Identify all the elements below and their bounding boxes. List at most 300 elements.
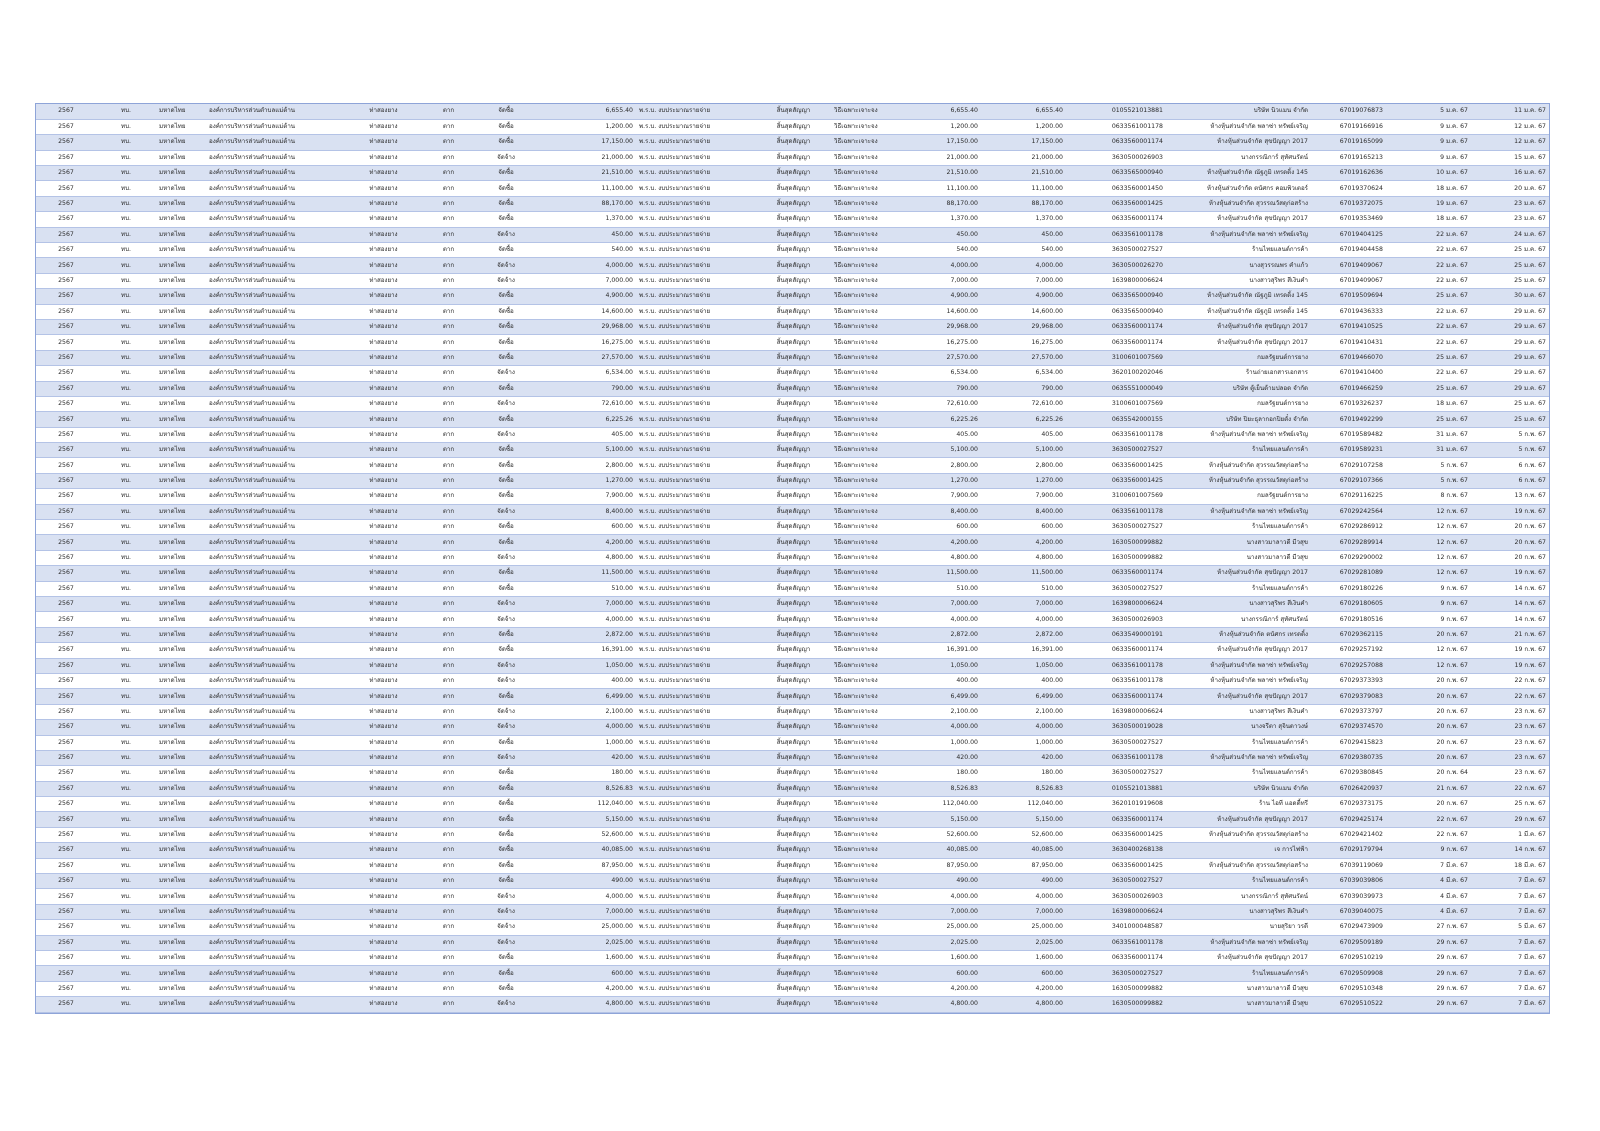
fiscal-year-cell: 2567 (36, 935, 96, 950)
district-cell: ท่าสองยาง (346, 489, 421, 504)
procurement-type-cell: จัดซื้อ (476, 627, 536, 642)
vendor-name-cell: ห้างหุ้นส่วนจำกัด สุขปัญญา 2017 (1166, 319, 1311, 334)
vendor-tax-id-cell: 0633560001425 (1066, 827, 1166, 842)
province-cell: ตาก (421, 874, 476, 889)
median-price-cell: 4,200.00 (906, 535, 981, 550)
fiscal-year-cell: 2567 (36, 689, 96, 704)
procurement-method-cell: วิธีเฉพาะเจาะจง (831, 350, 906, 365)
province-cell: ตาก (421, 366, 476, 381)
district-cell: ท่าสองยาง (346, 566, 421, 581)
ministry-cell: มหาดไทย (156, 489, 206, 504)
procurement-type-cell: จัดซื้อ (476, 412, 536, 427)
province-cell: ตาก (421, 166, 476, 181)
contract-date-cell: 25 ม.ค. 67 (1386, 381, 1471, 396)
data-grid (36, 104, 1549, 1013)
contract-price-cell: 7,000.00 (981, 597, 1066, 612)
budget-amount-cell: 180.00 (536, 766, 636, 781)
agency-abbr-cell: ทบ. (96, 966, 156, 981)
agency-abbr-cell: ทบ. (96, 874, 156, 889)
contract-price-cell: 1,270.00 (981, 473, 1066, 488)
vendor-name-cell: ห้างหุ้นส่วนจำกัด ตนัศกร เทรดดิ้ง (1166, 627, 1311, 642)
agency-abbr-cell: ทบ. (96, 243, 156, 258)
budget-amount-cell: 4,900.00 (536, 289, 636, 304)
fiscal-year-cell: 2567 (36, 289, 96, 304)
contract-price-cell: 21,510.00 (981, 166, 1066, 181)
province-cell: ตาก (421, 273, 476, 288)
organization-cell: องค์การบริหารส่วนตำบลแม่ต้าน (206, 950, 346, 965)
project-number-cell: 67019436333 (1311, 304, 1386, 319)
project-number-cell: 67026420937 (1311, 781, 1386, 796)
procurement-type-cell: จัดซื้อ (476, 381, 536, 396)
vendor-tax-id-cell: 3630500027527 (1066, 243, 1166, 258)
budget-source-cell: พ.ร.บ. งบประมาณรายจ่าย (636, 566, 756, 581)
vendor-name-cell: บริษัท นิวแมน จำกัด (1166, 104, 1311, 119)
vendor-tax-id-cell: 3630500019028 (1066, 720, 1166, 735)
table-row (36, 350, 1549, 365)
contract-status-cell: สิ้นสุดสัญญา (756, 535, 831, 550)
organization-cell: องค์การบริหารส่วนตำบลแม่ต้าน (206, 366, 346, 381)
budget-source-cell: พ.ร.บ. งบประมาณรายจ่าย (636, 750, 756, 765)
procurement-method-cell: วิธีเฉพาะเจาะจง (831, 874, 906, 889)
organization-cell: องค์การบริหารส่วนตำบลแม่ต้าน (206, 781, 346, 796)
district-cell: ท่าสองยาง (346, 673, 421, 688)
contract-date-cell: 10 ม.ค. 67 (1386, 166, 1471, 181)
contract-date-cell: 9 ก.พ. 67 (1386, 612, 1471, 627)
procurement-method-cell: วิธีเฉพาะเจาะจง (831, 443, 906, 458)
vendor-name-cell: กมลรัฐยนต์การยาง (1166, 489, 1311, 504)
fiscal-year-cell: 2567 (36, 612, 96, 627)
project-number-cell: 67029257088 (1311, 658, 1386, 673)
vendor-name-cell: นางสาวมาลาวดี มีวสุข (1166, 550, 1311, 565)
vendor-name-cell: นางกรรณิการ์ สุทัศนรัตน์ (1166, 150, 1311, 165)
district-cell: ท่าสองยาง (346, 550, 421, 565)
budget-source-cell: พ.ร.บ. งบประมาณรายจ่าย (636, 366, 756, 381)
procurement-method-cell: วิธีเฉพาะเจาะจง (831, 827, 906, 842)
procurement-method-cell: วิธีเฉพาะเจาะจง (831, 612, 906, 627)
project-number-cell: 67019166916 (1311, 119, 1386, 134)
contract-date-cell: 9 ม.ค. 67 (1386, 119, 1471, 134)
ministry-cell: มหาดไทย (156, 196, 206, 211)
vendor-name-cell: ห้างหุ้นส่วนจำกัด พลาซ่า ทรัพย์เจริญ (1166, 504, 1311, 519)
median-price-cell: 8,526.83 (906, 781, 981, 796)
project-number-cell: 67029509189 (1311, 935, 1386, 950)
budget-source-cell: พ.ร.บ. งบประมาณรายจ่าย (636, 504, 756, 519)
contract-status-cell: สิ้นสุดสัญญา (756, 750, 831, 765)
agency-abbr-cell: ทบ. (96, 935, 156, 950)
agency-abbr-cell: ทบ. (96, 735, 156, 750)
procurement-method-cell: วิธีเฉพาะเจาะจง (831, 119, 906, 134)
budget-amount-cell: 4,200.00 (536, 535, 636, 550)
organization-cell: องค์การบริหารส่วนตำบลแม่ต้าน (206, 196, 346, 211)
ministry-cell: มหาดไทย (156, 612, 206, 627)
procurement-type-cell: จัดซื้อ (476, 566, 536, 581)
procurement-type-cell: จัดจ้าง (476, 396, 536, 411)
ministry-cell: มหาดไทย (156, 166, 206, 181)
ministry-cell: มหาดไทย (156, 904, 206, 919)
budget-source-cell: พ.ร.บ. งบประมาณรายจ่าย (636, 227, 756, 242)
ministry-cell: มหาดไทย (156, 135, 206, 150)
contract-date-cell: 12 ก.พ. 67 (1386, 566, 1471, 581)
district-cell: ท่าสองยาง (346, 458, 421, 473)
contract-status-cell: สิ้นสุดสัญญา (756, 119, 831, 134)
contract-date-cell: 5 ก.พ. 67 (1386, 473, 1471, 488)
table-row (36, 673, 1549, 688)
province-cell: ตาก (421, 489, 476, 504)
contract-status-cell: สิ้นสุดสัญญา (756, 781, 831, 796)
contract-date-cell: 20 ก.พ. 67 (1386, 797, 1471, 812)
contract-price-cell: 4,000.00 (981, 612, 1066, 627)
agency-abbr-cell: ทบ. (96, 981, 156, 996)
fiscal-year-cell: 2567 (36, 950, 96, 965)
vendor-tax-id-cell: 1630500099882 (1066, 997, 1166, 1012)
fiscal-year-cell: 2567 (36, 581, 96, 596)
vendor-tax-id-cell: 1630500099882 (1066, 550, 1166, 565)
table-row (36, 473, 1549, 488)
table-row (36, 904, 1549, 919)
fiscal-year-cell: 2567 (36, 381, 96, 396)
district-cell: ท่าสองยาง (346, 504, 421, 519)
ministry-cell: มหาดไทย (156, 673, 206, 688)
vendor-name-cell: นางสุวรรณพร คำแก้ว (1166, 258, 1311, 273)
delivery-date-cell: 1 มี.ค. 67 (1471, 827, 1549, 842)
median-price-cell: 2,025.00 (906, 935, 981, 950)
ministry-cell: มหาดไทย (156, 520, 206, 535)
organization-cell: องค์การบริหารส่วนตำบลแม่ต้าน (206, 812, 346, 827)
budget-source-cell: พ.ร.บ. งบประมาณรายจ่าย (636, 612, 756, 627)
procurement-method-cell: วิธีเฉพาะเจาะจง (831, 997, 906, 1012)
median-price-cell: 2,872.00 (906, 627, 981, 642)
budget-source-cell: พ.ร.บ. งบประมาณรายจ่าย (636, 997, 756, 1012)
budget-source-cell: พ.ร.บ. งบประมาณรายจ่าย (636, 581, 756, 596)
province-cell: ตาก (421, 289, 476, 304)
budget-source-cell: พ.ร.บ. งบประมาณรายจ่าย (636, 119, 756, 134)
vendor-name-cell: นายสุริยา วรดี (1166, 920, 1311, 935)
contract-status-cell: สิ้นสุดสัญญา (756, 966, 831, 981)
fiscal-year-cell: 2567 (36, 104, 96, 119)
contract-date-cell: 25 ม.ค. 67 (1386, 289, 1471, 304)
delivery-date-cell: 22 ก.พ. 67 (1471, 689, 1549, 704)
ministry-cell: มหาดไทย (156, 735, 206, 750)
province-cell: ตาก (421, 997, 476, 1012)
contract-price-cell: 1,000.00 (981, 735, 1066, 750)
organization-cell: องค์การบริหารส่วนตำบลแม่ต้าน (206, 597, 346, 612)
table-row (36, 750, 1549, 765)
contract-price-cell: 4,200.00 (981, 981, 1066, 996)
project-number-cell: 67029362115 (1311, 627, 1386, 642)
vendor-tax-id-cell: 0633560001174 (1066, 950, 1166, 965)
budget-amount-cell: 6,655.40 (536, 104, 636, 119)
contract-date-cell: 25 ม.ค. 67 (1386, 350, 1471, 365)
fiscal-year-cell: 2567 (36, 858, 96, 873)
table-row (36, 104, 1549, 119)
fiscal-year-cell: 2567 (36, 704, 96, 719)
vendor-name-cell: นางกรรณิการ์ สุทัศนรัตน์ (1166, 889, 1311, 904)
province-cell: ตาก (421, 443, 476, 458)
fiscal-year-cell: 2567 (36, 874, 96, 889)
procurement-type-cell: จัดซื้อ (476, 489, 536, 504)
table-row (36, 735, 1549, 750)
district-cell: ท่าสองยาง (346, 981, 421, 996)
organization-cell: องค์การบริหารส่วนตำบลแม่ต้าน (206, 304, 346, 319)
budget-source-cell: พ.ร.บ. งบประมาณรายจ่าย (636, 458, 756, 473)
budget-amount-cell: 450.00 (536, 227, 636, 242)
budget-amount-cell: 4,800.00 (536, 997, 636, 1012)
budget-source-cell: พ.ร.บ. งบประมาณรายจ่าย (636, 720, 756, 735)
budget-source-cell: พ.ร.บ. งบประมาณรายจ่าย (636, 812, 756, 827)
province-cell: ตาก (421, 550, 476, 565)
delivery-date-cell: 13 ก.พ. 67 (1471, 489, 1549, 504)
district-cell: ท่าสองยาง (346, 119, 421, 134)
table-row (36, 119, 1549, 134)
contract-date-cell: 22 ก.พ. 67 (1386, 827, 1471, 842)
fiscal-year-cell: 2567 (36, 504, 96, 519)
ministry-cell: มหาดไทย (156, 535, 206, 550)
agency-abbr-cell: ทบ. (96, 827, 156, 842)
delivery-date-cell: 29 ม.ค. 67 (1471, 335, 1549, 350)
project-number-cell: 67029421402 (1311, 827, 1386, 842)
vendor-name-cell: ห้างหุ้นส่วนจำกัด สุวรรณวัสดุก่อสร้าง (1166, 458, 1311, 473)
contract-status-cell: สิ้นสุดสัญญา (756, 904, 831, 919)
median-price-cell: 25,000.00 (906, 920, 981, 935)
vendor-name-cell: บริษัท ตู้เย็นด้ามปลอด จำกัด (1166, 381, 1311, 396)
delivery-date-cell: 23 ก.พ. 67 (1471, 766, 1549, 781)
contract-price-cell: 540.00 (981, 243, 1066, 258)
budget-source-cell: พ.ร.บ. งบประมาณรายจ่าย (636, 689, 756, 704)
table-row (36, 550, 1549, 565)
agency-abbr-cell: ทบ. (96, 227, 156, 242)
project-number-cell: 67029510219 (1311, 950, 1386, 965)
province-cell: ตาก (421, 104, 476, 119)
project-number-cell: 67019589482 (1311, 427, 1386, 442)
fiscal-year-cell: 2567 (36, 258, 96, 273)
vendor-tax-id-cell: 1639800006624 (1066, 704, 1166, 719)
contract-status-cell: สิ้นสุดสัญญา (756, 166, 831, 181)
vendor-name-cell: นางกรรณิการ์ สุทัศนรัตน์ (1166, 612, 1311, 627)
contract-date-cell: 12 ก.พ. 67 (1386, 520, 1471, 535)
project-number-cell: 67029510522 (1311, 997, 1386, 1012)
table-row (36, 950, 1549, 965)
budget-amount-cell: 1,200.00 (536, 119, 636, 134)
contract-date-cell: 22 ม.ค. 67 (1386, 243, 1471, 258)
procurement-method-cell: วิธีเฉพาะเจาะจง (831, 935, 906, 950)
procurement-type-cell: จัดซื้อ (476, 766, 536, 781)
district-cell: ท่าสองยาง (346, 196, 421, 211)
agency-abbr-cell: ทบ. (96, 766, 156, 781)
table-row (36, 843, 1549, 858)
project-number-cell: 67029107258 (1311, 458, 1386, 473)
procurement-type-cell: จัดจ้าง (476, 997, 536, 1012)
procurement-type-cell: จัดจ้าง (476, 273, 536, 288)
procurement-type-cell: จัดซื้อ (476, 950, 536, 965)
project-number-cell: 67029373393 (1311, 673, 1386, 688)
procurement-method-cell: วิธีเฉพาะเจาะจง (831, 319, 906, 334)
budget-amount-cell: 7,000.00 (536, 273, 636, 288)
procurement-method-cell: วิธีเฉพาะเจาะจง (831, 704, 906, 719)
delivery-date-cell: 14 ก.พ. 67 (1471, 843, 1549, 858)
vendor-name-cell: นางสาวสุริพร สีเงินคำ (1166, 597, 1311, 612)
procurement-table (35, 103, 1550, 1014)
procurement-method-cell: วิธีเฉพาะเจาะจง (831, 673, 906, 688)
procurement-method-cell: วิธีเฉพาะเจาะจง (831, 104, 906, 119)
province-cell: ตาก (421, 689, 476, 704)
procurement-type-cell: จัดซื้อ (476, 458, 536, 473)
vendor-tax-id-cell: 3630500027527 (1066, 443, 1166, 458)
organization-cell: องค์การบริหารส่วนตำบลแม่ต้าน (206, 212, 346, 227)
procurement-method-cell: วิธีเฉพาะเจาะจง (831, 227, 906, 242)
province-cell: ตาก (421, 396, 476, 411)
procurement-method-cell: วิธีเฉพาะเจาะจง (831, 212, 906, 227)
fiscal-year-cell: 2567 (36, 627, 96, 642)
agency-abbr-cell: ทบ. (96, 950, 156, 965)
district-cell: ท่าสองยาง (346, 473, 421, 488)
delivery-date-cell: 7 มี.ค. 67 (1471, 889, 1549, 904)
ministry-cell: มหาดไทย (156, 766, 206, 781)
agency-abbr-cell: ทบ. (96, 366, 156, 381)
ministry-cell: มหาดไทย (156, 874, 206, 889)
table-row (36, 935, 1549, 950)
median-price-cell: 6,225.26 (906, 412, 981, 427)
province-cell: ตาก (421, 520, 476, 535)
district-cell: ท่าสองยาง (346, 212, 421, 227)
vendor-name-cell: ห้างหุ้นส่วนจำกัด สุขปัญญา 2017 (1166, 135, 1311, 150)
province-cell: ตาก (421, 258, 476, 273)
organization-cell: องค์การบริหารส่วนตำบลแม่ต้าน (206, 889, 346, 904)
procurement-method-cell: วิธีเฉพาะเจาะจง (831, 381, 906, 396)
vendor-name-cell: บริษัท ปิยะธุลากอกปิยตั๋ง จำกัด (1166, 412, 1311, 427)
budget-amount-cell: 87,950.00 (536, 858, 636, 873)
contract-price-cell: 17,150.00 (981, 135, 1066, 150)
province-cell: ตาก (421, 720, 476, 735)
fiscal-year-cell: 2567 (36, 119, 96, 134)
agency-abbr-cell: ทบ. (96, 997, 156, 1012)
procurement-method-cell: วิธีเฉพาะเจาะจง (831, 181, 906, 196)
district-cell: ท่าสองยาง (346, 443, 421, 458)
table-row (36, 396, 1549, 411)
vendor-name-cell: ห้างหุ้นส่วนจำกัด สุขปัญญา 2017 (1166, 335, 1311, 350)
project-number-cell: 67019410525 (1311, 319, 1386, 334)
vendor-tax-id-cell: 3620100202046 (1066, 366, 1166, 381)
vendor-name-cell: นางสาวสุริพร สีเงินคำ (1166, 273, 1311, 288)
table-row (36, 458, 1549, 473)
province-cell: ตาก (421, 843, 476, 858)
median-price-cell: 11,100.00 (906, 181, 981, 196)
ministry-cell: มหาดไทย (156, 304, 206, 319)
budget-source-cell: พ.ร.บ. งบประมาณรายจ่าย (636, 166, 756, 181)
contract-price-cell: 4,200.00 (981, 535, 1066, 550)
vendor-name-cell: ร้าน ไอที แอดดี้ทรี (1166, 797, 1311, 812)
contract-date-cell: 18 ม.ค. 67 (1386, 396, 1471, 411)
project-number-cell: 67019404458 (1311, 243, 1386, 258)
ministry-cell: มหาดไทย (156, 443, 206, 458)
contract-status-cell: สิ้นสุดสัญญา (756, 135, 831, 150)
contract-date-cell: 18 ม.ค. 67 (1386, 181, 1471, 196)
budget-source-cell: พ.ร.บ. งบประมาณรายจ่าย (636, 673, 756, 688)
contract-price-cell: 7,000.00 (981, 904, 1066, 919)
delivery-date-cell: 22 ก.พ. 67 (1471, 781, 1549, 796)
organization-cell: องค์การบริหารส่วนตำบลแม่ต้าน (206, 227, 346, 242)
procurement-type-cell: จัดซื้อ (476, 350, 536, 365)
organization-cell: องค์การบริหารส่วนตำบลแม่ต้าน (206, 135, 346, 150)
median-price-cell: 1,270.00 (906, 473, 981, 488)
contract-price-cell: 600.00 (981, 520, 1066, 535)
district-cell: ท่าสองยาง (346, 966, 421, 981)
district-cell: ท่าสองยาง (346, 258, 421, 273)
agency-abbr-cell: ทบ. (96, 673, 156, 688)
agency-abbr-cell: ทบ. (96, 196, 156, 211)
organization-cell: องค์การบริหารส่วนตำบลแม่ต้าน (206, 704, 346, 719)
budget-amount-cell: 4,800.00 (536, 550, 636, 565)
district-cell: ท่าสองยาง (346, 720, 421, 735)
district-cell: ท่าสองยาง (346, 535, 421, 550)
fiscal-year-cell: 2567 (36, 827, 96, 842)
delivery-date-cell: 25 ม.ค. 67 (1471, 258, 1549, 273)
fiscal-year-cell: 2567 (36, 319, 96, 334)
contract-status-cell: สิ้นสุดสัญญา (756, 319, 831, 334)
procurement-method-cell: วิธีเฉพาะเจาะจง (831, 520, 906, 535)
table-row (36, 889, 1549, 904)
agency-abbr-cell: ทบ. (96, 858, 156, 873)
procurement-type-cell: จัดซื้อ (476, 135, 536, 150)
delivery-date-cell: 20 ม.ค. 67 (1471, 181, 1549, 196)
budget-source-cell: พ.ร.บ. งบประมาณรายจ่าย (636, 412, 756, 427)
contract-status-cell: สิ้นสุดสัญญา (756, 766, 831, 781)
median-price-cell: 7,900.00 (906, 489, 981, 504)
province-cell: ตาก (421, 150, 476, 165)
table-row (36, 535, 1549, 550)
fiscal-year-cell: 2567 (36, 812, 96, 827)
vendor-name-cell: ห้างหุ้นส่วนจำกัด พลาซ่า ทรัพย์เจริญ (1166, 658, 1311, 673)
organization-cell: องค์การบริหารส่วนตำบลแม่ต้าน (206, 566, 346, 581)
table-row (36, 273, 1549, 288)
contract-status-cell: สิ้นสุดสัญญา (756, 735, 831, 750)
project-number-cell: 67029107366 (1311, 473, 1386, 488)
median-price-cell: 16,391.00 (906, 643, 981, 658)
contract-price-cell: 790.00 (981, 381, 1066, 396)
province-cell: ตาก (421, 597, 476, 612)
project-number-cell: 67019409067 (1311, 258, 1386, 273)
agency-abbr-cell: ทบ. (96, 750, 156, 765)
budget-source-cell: พ.ร.บ. งบประมาณรายจ่าย (636, 396, 756, 411)
agency-abbr-cell: ทบ. (96, 350, 156, 365)
median-price-cell: 21,510.00 (906, 166, 981, 181)
contract-price-cell: 4,800.00 (981, 550, 1066, 565)
vendor-name-cell: ห้างหุ้นส่วนจำกัด สุขปัญญา 2017 (1166, 812, 1311, 827)
district-cell: ท่าสองยาง (346, 597, 421, 612)
procurement-method-cell: วิธีเฉพาะเจาะจง (831, 658, 906, 673)
organization-cell: องค์การบริหารส่วนตำบลแม่ต้าน (206, 827, 346, 842)
table-row (36, 597, 1549, 612)
budget-amount-cell: 4,000.00 (536, 258, 636, 273)
budget-source-cell: พ.ร.บ. งบประมาณรายจ่าย (636, 950, 756, 965)
fiscal-year-cell: 2567 (36, 535, 96, 550)
budget-source-cell: พ.ร.บ. งบประมาณรายจ่าย (636, 704, 756, 719)
table-row (36, 427, 1549, 442)
ministry-cell: มหาดไทย (156, 289, 206, 304)
contract-status-cell: สิ้นสุดสัญญา (756, 597, 831, 612)
procurement-method-cell: วิธีเฉพาะเจาะจง (831, 904, 906, 919)
budget-amount-cell: 16,275.00 (536, 335, 636, 350)
organization-cell: องค์การบริหารส่วนตำบลแม่ต้าน (206, 289, 346, 304)
procurement-type-cell: จัดซื้อ (476, 581, 536, 596)
district-cell: ท่าสองยาง (346, 366, 421, 381)
agency-abbr-cell: ทบ. (96, 504, 156, 519)
fiscal-year-cell: 2567 (36, 920, 96, 935)
contract-date-cell: 8 ก.พ. 67 (1386, 489, 1471, 504)
contract-price-cell: 6,534.00 (981, 366, 1066, 381)
contract-price-cell: 1,050.00 (981, 658, 1066, 673)
delivery-date-cell: 24 ม.ค. 67 (1471, 227, 1549, 242)
province-cell: ตาก (421, 920, 476, 935)
